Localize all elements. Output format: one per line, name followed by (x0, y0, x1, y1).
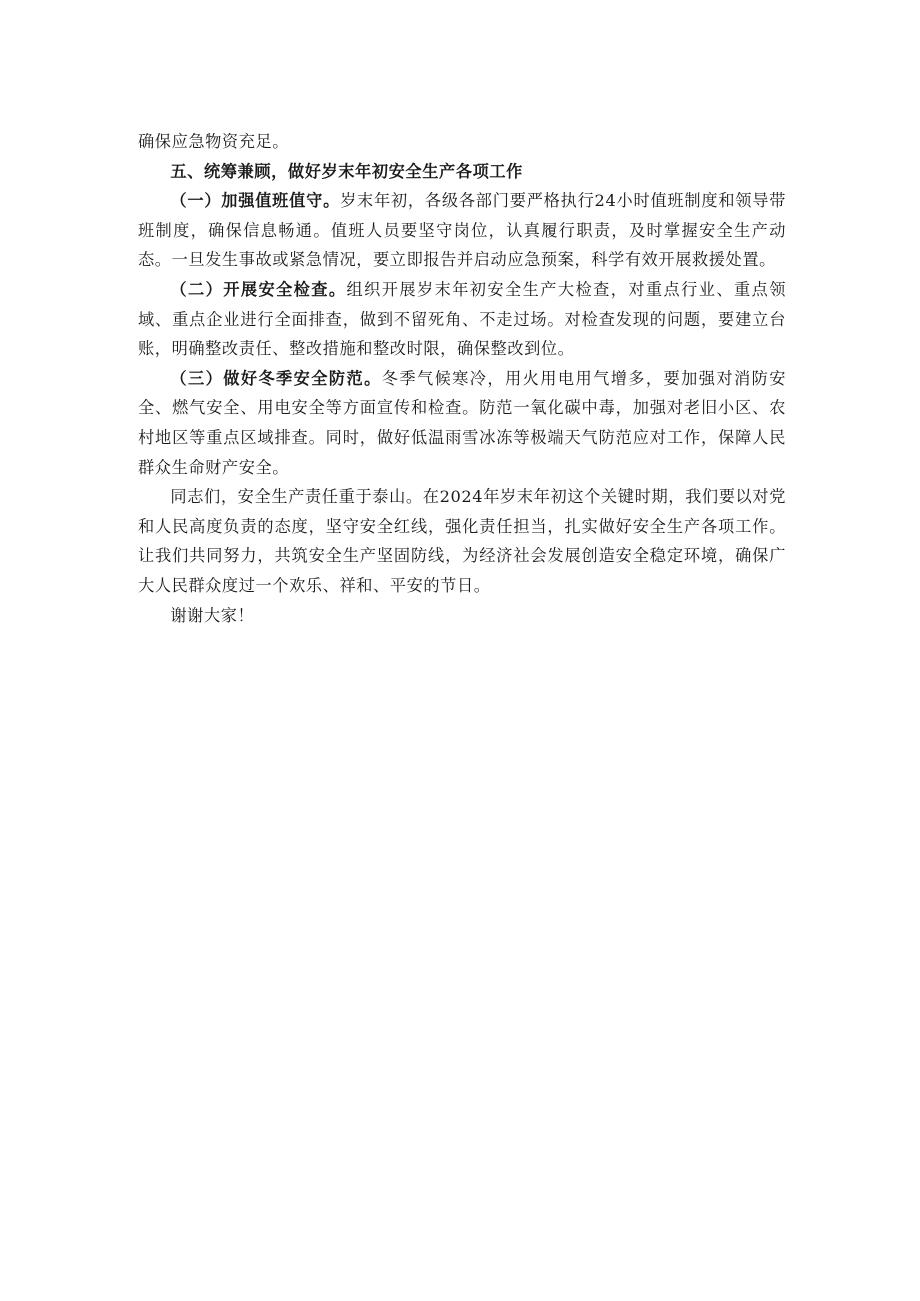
item-lead-1: （一）加强值班值守。 (170, 191, 341, 211)
item-lead-3: （三）做好冬季安全防范。 (170, 368, 382, 388)
thanks-line: 谢谢大家！ (170, 605, 255, 625)
item-paragraph-3 (138, 364, 786, 482)
closing-paragraph: 同志们，安全生产责任重于泰山。在2024年岁末年初这个关键时期，我们要以对党和人民高度负责的态度，坚守安全红线，强化责任担当，扎实做好安全生产各项工作。让我们共同努力，共筑安全生产坚固防线，为经济社会发展创造安全稳定环境，确保广大人民群众度过一个欢乐、祥和、平安的节日。 (138, 487, 786, 595)
item-paragraph-2 (138, 275, 786, 364)
item-text-3: 冬季气候寒冷，用火用电用气增多，要加强对消防安全、燃气安全、用电安全等方面宣传和检查。防范一氧化碳中毒，加强对老旧小区、农村地区等重点区域排查。同时，做好低温雨雪冰冻等极端天气防范应对工作，保障人民群众生命财产安全。 (138, 368, 786, 477)
item-paragraph-1 (138, 186, 786, 275)
paragraph-continuation: 确保应急物资充足。 (138, 132, 290, 151)
document-page (138, 127, 786, 630)
item-text-2: 组织开展岁末年初安全生产大检查，对重点行业、重点领域、重点企业进行全面排查，做到不留死角、不走过场。对检查发现的问题，要建立台账，明确整改责任、整改措施和整改时限，确保整改到位。 (138, 279, 786, 359)
item-text-1: 岁末年初，各级各部门要严格执行24小时值班制度和领导带班制度，确保信息畅通。值班人员要坚守岗位，认真履行职责，及时掌握安全生产动态。一旦发生事故或紧急情况，要立即报告并启动应急预案，科学有效开展救援处置。 (138, 191, 787, 270)
section-heading: 五、统筹兼顾，做好岁末年初安全生产各项工作 (170, 161, 523, 181)
item-lead-2: （二）开展安全检查。 (170, 279, 347, 299)
